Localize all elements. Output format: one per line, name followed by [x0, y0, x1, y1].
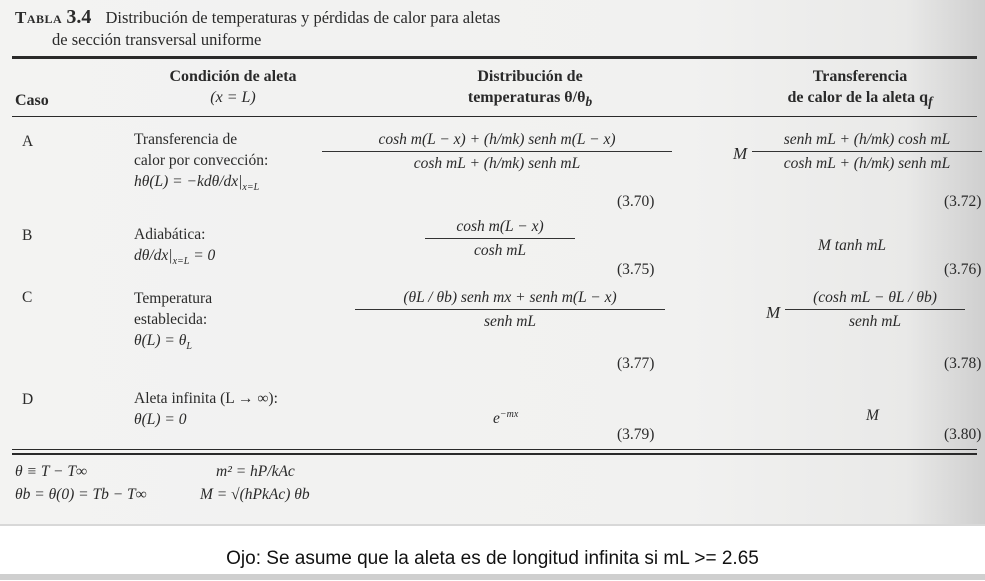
row-a-dist-eq: (3.70): [617, 193, 655, 210]
table-title: [15, 6, 500, 29]
header-rule: [12, 116, 977, 117]
row-d-condition: Aleta infinita (L → ∞): θ(L) = 0: [134, 390, 278, 428]
row-a-caso: A: [22, 133, 34, 150]
header-transferencia: Transferencia de calor de la aleta $q_f$: [787, 68, 933, 110]
row-c-q-prefix: M: [766, 303, 781, 322]
row-d-caso: D: [22, 391, 34, 408]
table-number: 3.4: [66, 6, 92, 28]
footer-theta-b: θb = θ(0) = Tb − T∞: [15, 486, 147, 503]
row-c-caso: C: [22, 289, 33, 306]
row-d-q-text: M: [866, 407, 879, 424]
row-c-q-eq: (3.78): [944, 355, 982, 372]
header-condicion: Condición de aleta (x = L): [169, 68, 297, 106]
row-d-dist-eq: (3.79): [617, 426, 655, 443]
page-edge: [0, 524, 985, 526]
bottom-rule-2: [12, 453, 977, 455]
row-a-condition: Transferencia de calor por convección: $h\theta(L) = -kd\theta/dx|_{x=L}$: [134, 131, 269, 194]
row-b-dist-fraction: cosh m(L − x) cosh mL: [425, 218, 575, 260]
row-b-condition: Adiabática: $d\theta/dx|_{x=L} = 0$: [134, 226, 216, 268]
bottom-border: [0, 574, 985, 580]
top-rule: [12, 56, 977, 59]
row-b-q-text: M tanh mL: [818, 237, 887, 254]
row-a-q-eq: (3.72): [944, 193, 982, 210]
table-label: Tabla: [15, 8, 63, 27]
row-d-dist-exp: $e^{-mx}$: [493, 409, 519, 428]
table-title-line1: Distribución de temperaturas y pérdidas de calor para aletas: [105, 8, 501, 27]
header-caso: Caso: [15, 92, 49, 109]
row-a-q-prefix: M: [733, 144, 748, 163]
bottom-rule-1: [12, 449, 977, 450]
row-c-condition: Temperatura establecida: $\theta(L) = \theta_L$: [134, 290, 213, 353]
row-c-dist-fraction: (θL / θb) senh mx + senh m(L − x) senh mL: [355, 289, 665, 331]
header-distribucion: Distribución de temperaturas $\theta/\theta_b$: [467, 68, 593, 110]
footer-M: M = √(hPkAc) θb: [200, 486, 310, 503]
footer-theta: θ ≡ T − T∞: [15, 463, 88, 480]
row-a-q-fraction: senh mL + (h/mk) cosh mL cosh mL + (h/mk) senh mL: [752, 131, 982, 173]
row-c-q-fraction: (cosh mL − θL / θb) senh mL: [785, 289, 965, 331]
row-b-dist-eq: (3.75): [617, 261, 655, 278]
table-title-line2: de sección transversal uniforme: [52, 30, 262, 49]
row-b-q-eq: (3.76): [944, 261, 982, 278]
row-b-caso: B: [22, 227, 33, 244]
row-d-q-eq: (3.80): [944, 426, 982, 443]
caption-note: Ojo: Se asume que la aleta es de longitud infinita si mL >= 2.65: [226, 548, 759, 569]
row-c-dist-eq: (3.77): [617, 355, 655, 372]
row-a-dist-fraction: cosh m(L − x) + (h/mk) senh m(L − x) cosh mL + (h/mk) senh mL: [322, 131, 672, 173]
footer-m2: m² = hP/kAc: [216, 463, 295, 480]
